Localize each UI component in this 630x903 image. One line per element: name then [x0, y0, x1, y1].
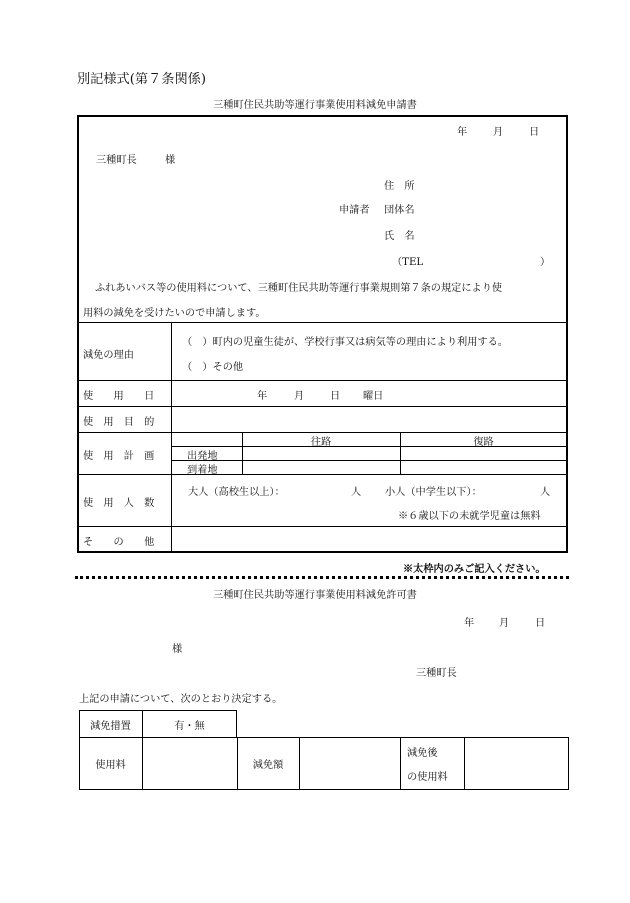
purpose-label: 使 用 目 的	[83, 417, 155, 428]
use-date-day: 日	[330, 391, 341, 402]
cut-line	[75, 576, 569, 579]
reason-option-1: （ ）町内の児童生徒が、学校行事又は病気等の理由により利用する。	[182, 337, 508, 348]
fee-divider-5	[464, 737, 465, 790]
after-label-line-2: の使用料	[407, 772, 448, 783]
permit-title: 三種町住民共助等運行事業使用料減免許可書	[213, 590, 417, 601]
plan-outbound-header: 往路	[310, 437, 332, 448]
permit-issuer: 三種町長	[416, 668, 457, 679]
adults-text: 大人（高校生以上）：	[188, 487, 285, 498]
application-title: 三種町住民共助等運行事業使用料減免申請書	[213, 100, 417, 111]
application-date-month: 月	[493, 127, 504, 138]
permit-date-month: 月	[499, 618, 510, 629]
applicant-label: 申請者	[339, 205, 370, 216]
reason-option-2: （ ）その他	[182, 362, 244, 373]
group-label: 団体名	[384, 205, 415, 216]
name-label: 氏 名	[384, 231, 415, 242]
addressee-name: 三種町長	[96, 155, 137, 166]
measure-label: 減免措置	[90, 721, 131, 732]
rule-other-top	[78, 526, 567, 527]
rule-label-column	[171, 322, 172, 552]
reduction-label: 減免額	[252, 760, 284, 771]
children-text: 小人（中学生以下）：	[385, 487, 482, 498]
rule-people-top	[78, 474, 567, 475]
other-label: そ の 他	[83, 537, 155, 548]
use-date-month: 月	[294, 391, 305, 402]
permit-date-day: 日	[535, 618, 546, 629]
reason-label: 減免の理由	[83, 350, 134, 361]
statement-line-2: 用料の減免を受けたいので申請します。	[83, 308, 266, 319]
fee-divider-3	[299, 737, 300, 790]
fee-label: 使用料	[95, 760, 126, 771]
address-label: 住 所	[384, 181, 415, 192]
application-date-day: 日	[529, 127, 540, 138]
tel-open: （TEL	[392, 257, 424, 268]
adults-unit: 人	[351, 487, 362, 498]
use-date-weekday: 曜日	[363, 391, 384, 402]
rule-reason-top	[78, 322, 567, 323]
plan-label: 使 用 計 画	[83, 451, 155, 462]
tel-close: ）	[540, 257, 551, 268]
statement-line-1: ふれあいバス等の使用料について、三種町住民共助等運行事業規則第７条の規定により使	[95, 283, 503, 294]
permit-date-year: 年	[464, 618, 475, 629]
decision-text: 上記の申請について、次のとおり決定する。	[79, 694, 283, 705]
after-label-line-1: 減免後	[407, 748, 438, 759]
rule-purpose-top	[78, 406, 567, 407]
use-date-label: 使 用 日	[83, 391, 155, 402]
rule-plan-mid	[171, 460, 567, 461]
fee-divider-1	[142, 737, 143, 790]
fee-divider-4	[400, 737, 401, 790]
addressee-honorific: 様	[165, 155, 176, 166]
fee-box	[79, 737, 569, 790]
plan-departure-label: 出発地	[187, 451, 218, 462]
plan-arrival-label: 到着地	[187, 465, 218, 476]
permit-addressee-honorific: 様	[172, 644, 183, 655]
people-label: 使 用 人 数	[83, 498, 155, 509]
children-unit: 人	[540, 487, 551, 498]
application-date-year: 年	[457, 127, 468, 138]
use-date-year: 年	[257, 391, 268, 402]
plan-return-header: 復路	[473, 437, 494, 448]
form-label: 別記様式(第７条関係)	[77, 72, 206, 87]
fill-note: ※太枠内のみご記入ください。	[403, 563, 546, 575]
preschool-note: ※６歳以下の未就学児童は無料	[398, 511, 541, 522]
rule-date-top	[78, 380, 567, 381]
measure-value: 有・無	[174, 721, 205, 732]
